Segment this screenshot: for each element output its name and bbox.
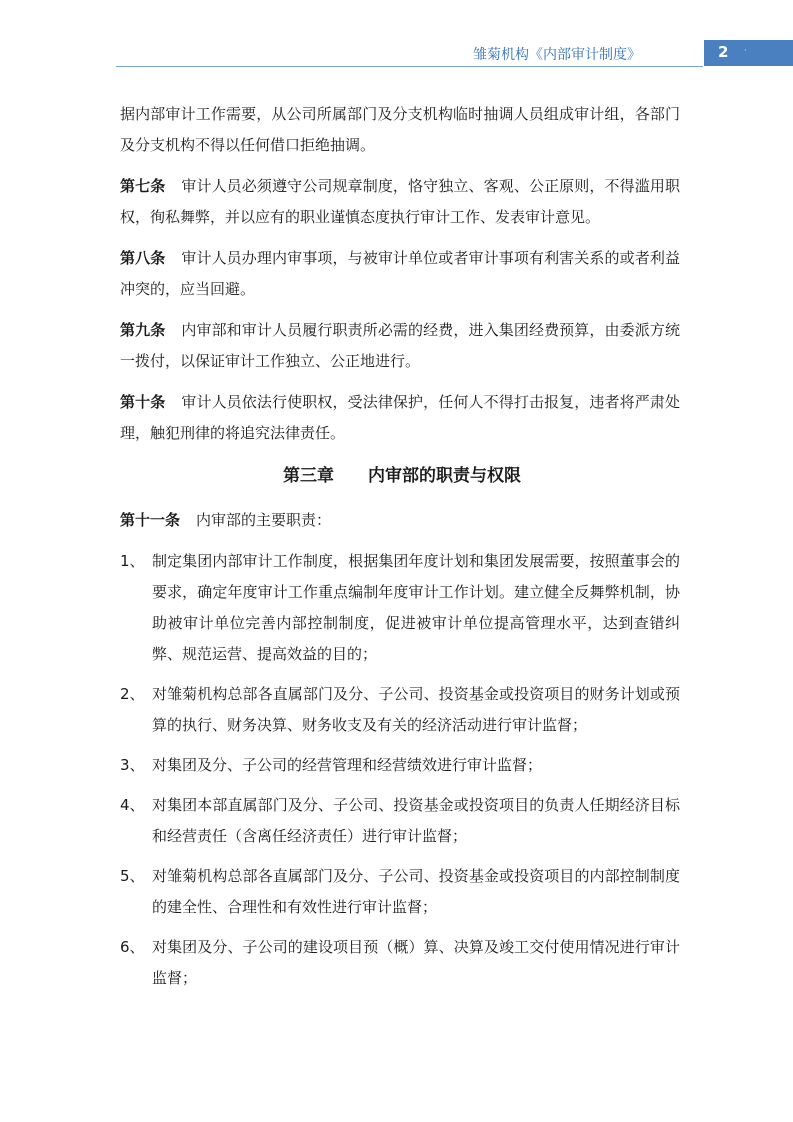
- list-item: [120, 750, 680, 781]
- document-header-title: 雏菊机构《内部审计制度》: [473, 47, 641, 63]
- page-number: 2: [718, 43, 729, 61]
- article-text: 内审部的主要职责：: [196, 511, 332, 529]
- list-item-text: 对雏菊机构总部各直属部门及分、子公司、投资基金或投资项目的财务计划或预算的执行、财务决算、财务收支及有关的经济活动进行审计监督；: [152, 685, 680, 734]
- article-number: 第八条: [120, 249, 166, 267]
- list-item-index: 2、: [120, 685, 145, 703]
- article-text: 审计人员必须遵守公司规章制度，恪守独立、客观、公正原则，不得滥用职权，徇私舞弊，并以应有的职业谨慎态度执行审计工作、发表审计意见。: [120, 177, 680, 226]
- list-item-text: 对集团及分、子公司的建设项目预（概）算、决算及竣工交付使用情况进行审计监督；: [152, 938, 680, 987]
- paragraph-continued: [120, 99, 680, 161]
- list-item-text: 对集团本部直属部门及分、子公司、投资基金或投资项目的负责人任期经济目标和经营责任（含离任经济责任）进行审计监督；: [152, 796, 680, 845]
- article-11: [120, 505, 680, 536]
- article-9: [120, 315, 680, 377]
- page-number-badge: [704, 40, 793, 66]
- list-item-index: 5、: [120, 867, 145, 885]
- article-text: 审计人员办理内审事项，与被审计单位或者审计事项有利害关系的或者利益冲突的，应当回避。: [120, 249, 680, 298]
- list-item: [120, 679, 680, 741]
- list-item-index: 3、: [120, 756, 145, 774]
- list-item-text: 制定集团内部审计工作制度，根据集团年度计划和集团发展需要，按照董事会的要求，确定年度审计工作重点编制年度审计工作计划。建立健全反舞弊机制，协助被审计单位完善内部控制制度，促进被审计单位提高管理水平，达到查错纠弊、规范运营、提高效益的目的；: [152, 552, 680, 663]
- article-number: 第十一条: [120, 511, 181, 529]
- list-item: [120, 861, 680, 923]
- header-divider: [116, 66, 703, 67]
- list-item-index: 1、: [120, 552, 145, 570]
- list-item: [120, 932, 680, 994]
- chapter-heading: [120, 459, 680, 493]
- article-10: [120, 387, 680, 449]
- list-item: [120, 546, 680, 670]
- paragraph-text: 据内部审计工作需要，从公司所属部门及分支机构临时抽调人员组成审计组，各部门及分支机构不得以任何借口拒绝抽调。: [120, 105, 680, 154]
- document-body: [120, 99, 680, 1003]
- list-item: [120, 790, 680, 852]
- list-item-text: 对雏菊机构总部各直属部门及分、子公司、投资基金或投资项目的内部控制制度的建全性、合理性和有效性进行审计监督；: [152, 867, 680, 916]
- chapter-title: 内审部的职责与权限: [368, 466, 521, 486]
- article-text: 审计人员依法行使职权，受法律保护，任何人不得打击报复，违者将严肃处理，触犯刑律的将追究法律责任。: [120, 393, 680, 442]
- page-dot: ·: [744, 46, 747, 56]
- article-number: 第九条: [120, 321, 166, 339]
- list-item-text: 对集团及分、子公司的经营管理和经营绩效进行审计监督；: [152, 756, 543, 774]
- article-8: [120, 243, 680, 305]
- list-item-index: 6、: [120, 938, 145, 956]
- article-text: 内审部和审计人员履行职责所必需的经费，进入集团经费预算，由委派方统一拨付，以保证审计工作独立、公正地进行。: [120, 321, 680, 370]
- article-number: 第七条: [120, 177, 166, 195]
- list-item-index: 4、: [120, 796, 145, 814]
- chapter-number: 第三章: [283, 466, 334, 486]
- article-number: 第十条: [120, 393, 166, 411]
- article-7: [120, 171, 680, 233]
